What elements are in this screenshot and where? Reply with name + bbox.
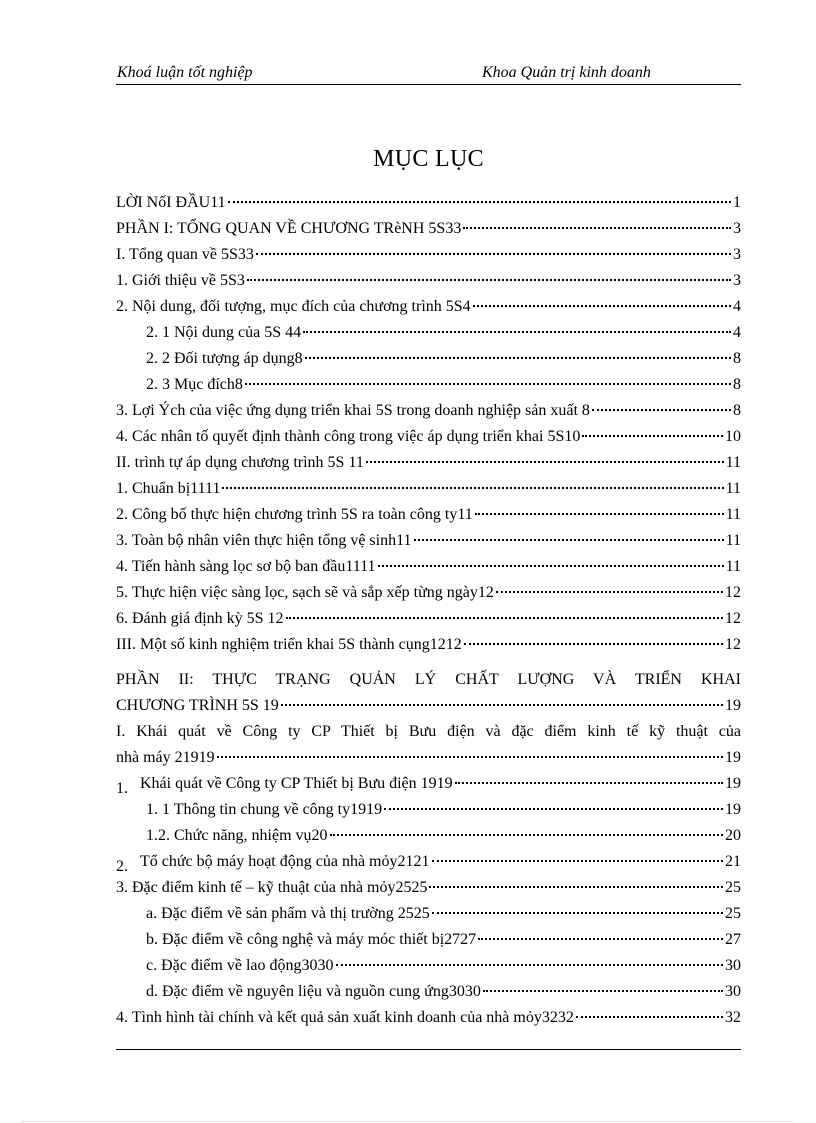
toc-entry[interactable]: 1. Chuẩn bị1111 11	[116, 480, 741, 497]
toc-entry[interactable]: 2. Nội dung, đối tượng, mục đích của chương trình 5S4 4	[116, 298, 741, 315]
page-title: MỤC LỤC	[373, 146, 484, 172]
toc-entry[interactable]: nhà máy 21919 19	[116, 749, 741, 766]
page-header	[116, 62, 741, 85]
header-right: Khoa Quản trị kinh doanh	[482, 64, 651, 81]
toc-entry[interactable]: 2. Tổ chức bộ máy hoạt động của nhà mỏy2121 21	[116, 853, 741, 875]
toc-entry[interactable]: 1. Khái quát về Công ty CP Thiết bị Bưu điện 1919 19	[116, 775, 741, 797]
toc-entry[interactable]: 4. Các nhân tố quyết định thành công trong việc áp dụng triển khai 5S10 10	[116, 428, 741, 445]
toc-entry[interactable]: 2. 2 Đối tượng áp dụng8 8	[146, 350, 741, 367]
toc-entry[interactable]: 4. Tiến hành sàng lọc sơ bộ ban đầu1111 11	[116, 558, 741, 575]
toc-entry[interactable]: I. Tổng quan về 5S33 3	[116, 246, 741, 263]
toc-number: 1.	[116, 780, 128, 797]
toc-entry[interactable]: b. Đặc điểm về công nghệ và máy móc thiết bị2727 27	[146, 931, 741, 948]
toc-entry[interactable]: CHƯƠNG TRÌNH 5S 19 19	[116, 697, 741, 714]
toc-entry[interactable]: 2. 1 Nội dung của 5S 44 4	[146, 324, 741, 341]
toc-entry[interactable]: c. Đặc điểm về lao động3030 30	[146, 957, 741, 974]
toc-entry[interactable]: 1. 1 Thông tin chung về công ty1919 19	[146, 801, 741, 818]
toc-entry-line1[interactable]: PHẦN II: THỰC TRẠNG QUẢN LÝ CHẤT LƯỢNG VÀ TRIỂN KHAI	[116, 671, 741, 688]
toc-entry[interactable]: a. Đặc điểm về sản phẩm và thị trường 2525 25	[146, 905, 741, 922]
header-left: Khoá luận tốt nghiệp	[117, 64, 253, 81]
toc-entry[interactable]: 3. Toàn bộ nhân viên thực hiện tổng vệ sinh11 11	[116, 532, 741, 549]
toc-entry[interactable]: d. Đặc điểm về nguyên liệu và nguồn cung ứng3030 30	[146, 983, 741, 1000]
page-edge-divider	[22, 1121, 794, 1122]
toc-entry[interactable]: 6. Đánh giá định kỳ 5S 12 12	[116, 610, 741, 627]
toc-entry[interactable]: 2. Công bố thực hiện chương trình 5S ra toàn công ty11 11	[116, 506, 741, 523]
toc-entry[interactable]: 1.2. Chức năng, nhiệm vụ20 20	[146, 827, 741, 844]
toc-number: 2.	[116, 858, 128, 875]
toc-entry[interactable]: 2. 3 Mục đích8 8	[146, 376, 741, 393]
toc-entry[interactable]: PHẦN I: TỔNG QUAN VỀ CHƯƠNG TRèNH 5S33 3	[116, 220, 741, 237]
toc-entry[interactable]: 3. Lợi Ých của việc ứng dụng triển khai 5S trong doanh nghiệp sản xuất 8 8	[116, 402, 741, 419]
toc-entry[interactable]: III. Một số kinh nghiệm triển khai 5S thành cụng1212 12	[116, 636, 741, 653]
toc-entry[interactable]: 4. Tình hình tài chính và kết quả sản xuất kinh doanh của nhà mỏy3232 32	[116, 1009, 741, 1026]
toc-entry[interactable]: 5. Thực hiện việc sàng lọc, sạch sẽ và sắp xếp từng ngày12 12	[116, 584, 741, 601]
toc-entry[interactable]: 1. Giới thiệu về 5S3 3	[116, 272, 741, 289]
toc-entry-line1[interactable]: I. Khái quát về Công ty CP Thiết bị Bưu điện và đặc điểm kinh tế kỹ thuật của	[116, 723, 741, 740]
toc-entry[interactable]: II. trình tự áp dụng chương trình 5S 11 11	[116, 454, 741, 471]
table-of-contents	[116, 194, 741, 1035]
toc-entry[interactable]: 3. Đặc điểm kinh tế – kỹ thuật của nhà mỏy2525 25	[116, 879, 741, 896]
toc-entry[interactable]: LỜI NốI ĐẦU11 1	[116, 194, 741, 211]
footer-rule	[116, 1049, 741, 1050]
